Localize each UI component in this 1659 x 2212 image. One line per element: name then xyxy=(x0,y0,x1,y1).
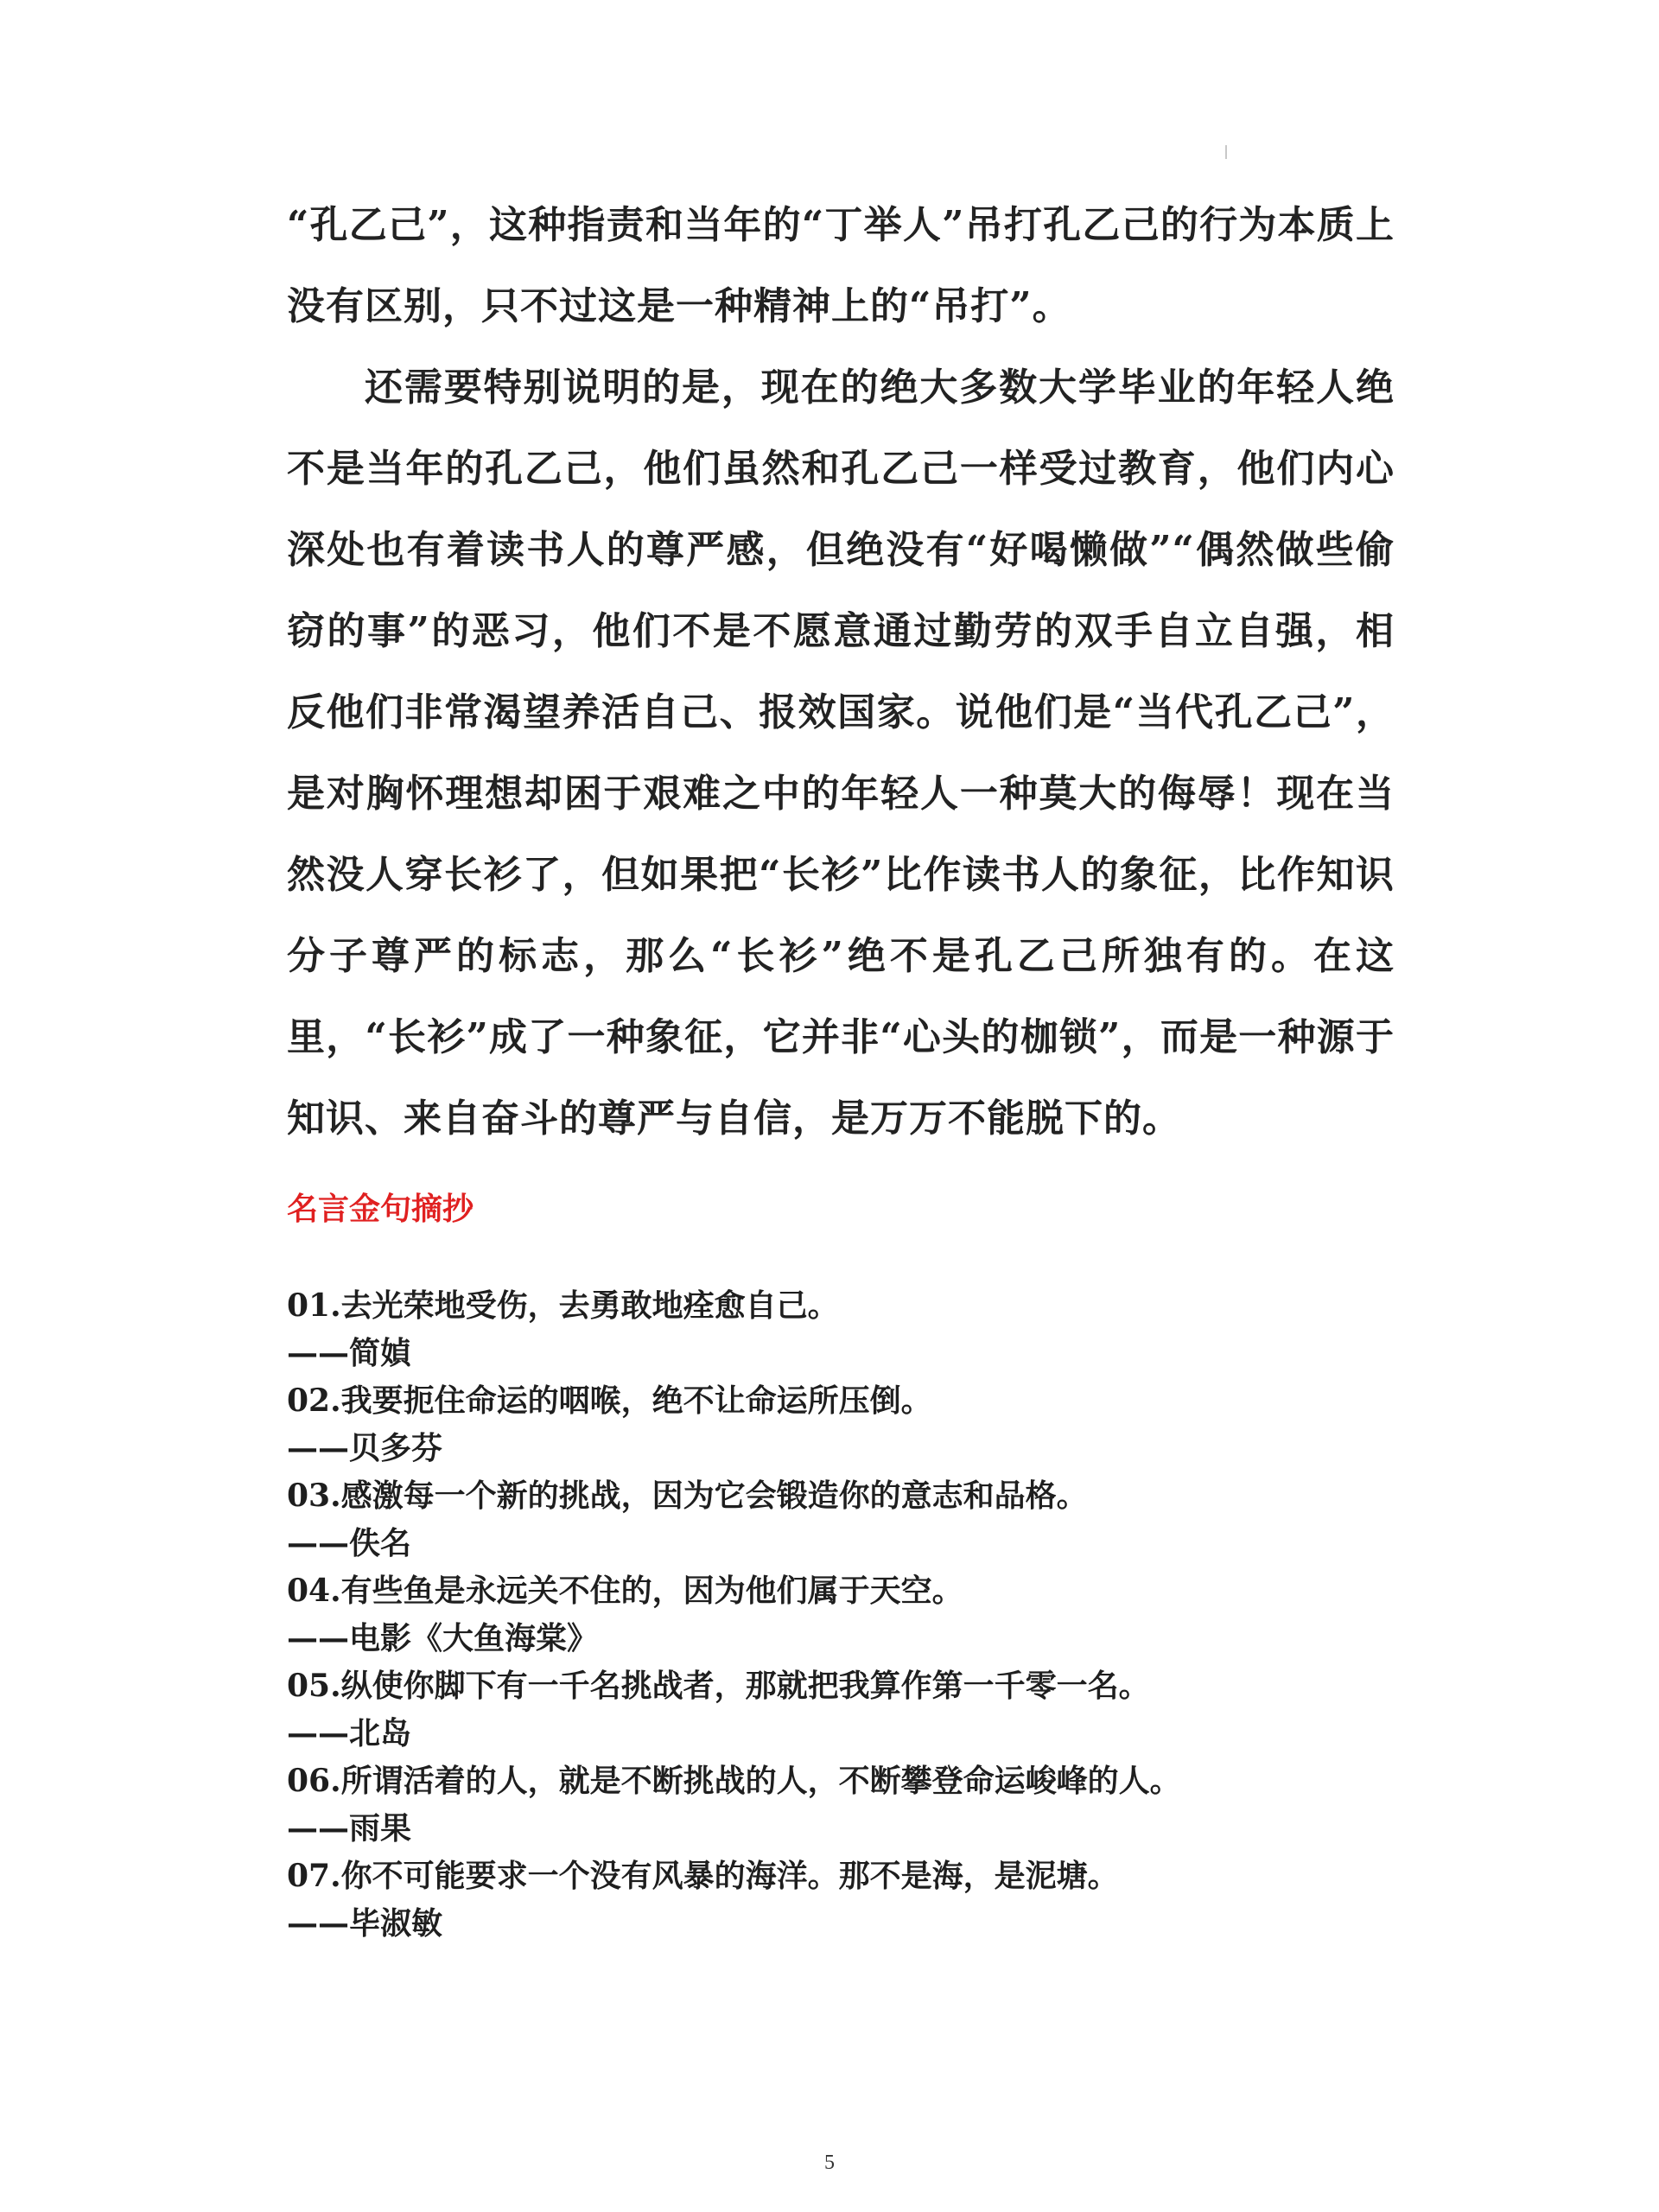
quote-text: 01.去光荣地受伤，去勇敢地痊愈自己。 xyxy=(287,1287,839,1324)
quote-item xyxy=(287,1472,1395,1567)
quote-author: ——佚名 xyxy=(287,1525,412,1561)
quote-item xyxy=(287,1662,1395,1758)
quote-text: 03.感激每一个新的挑战，因为它会锻造你的意志和品格。 xyxy=(287,1478,1088,1514)
essay-paragraph-2: 还需要特别说明的是，现在的绝大多数大学毕业的年轻人绝不是当年的孔乙己，他们虽然和孔乙己一样受过教育，他们内心深处也有着读书人的尊严感，但绝没有“好喝懒做”“偶然做些偷窃的事”的恶习，他们不是不愿意通过勤劳的双手自立自强，相反他们非常渴望养活自己、报效国家。说他们是“当代孔乙己”，是对胸怀理想却困于艰难之中的年轻人一种莫大的侮辱！现在当然没人穿长衫了，但如果把“长衫”比作读书人的象征，比作知识分子尊严的标志，那么“长衫”绝不是孔乙己所独有的。在这里，“长衫”成了一种象征，它并非“心头的枷锁”，而是一种源于知识、来自奋斗的尊严与自信，是万万不能脱下的。 xyxy=(287,365,1395,1141)
quote-list xyxy=(287,1282,1395,1948)
quote-item xyxy=(287,1567,1395,1662)
quote-author: ——简媜 xyxy=(287,1335,412,1371)
quote-author: ——电影《大鱼海棠》 xyxy=(287,1620,599,1656)
quote-text: 07.你不可能要求一个没有风暴的海洋。那不是海，是泥塘。 xyxy=(287,1858,1119,1894)
page-number: 5 xyxy=(824,2152,835,2174)
quote-author: ——贝多芬 xyxy=(287,1430,443,1466)
quote-text: 04.有些鱼是永远关不住的，因为他们属于天空。 xyxy=(287,1573,963,1609)
quote-item xyxy=(287,1282,1395,1377)
essay-paragraph-1: “孔乙己”，这种指责和当年的“丁举人”吊打孔乙己的行为本质上没有区别，只不过这是一种精神上的“吊打”。 xyxy=(287,203,1395,328)
quote-text: 05.纵使你脚下有一千名挑战者，那就把我算作第一千零一名。 xyxy=(287,1668,1150,1704)
section-title: 名言金句摘抄 xyxy=(287,1191,474,1227)
quote-author: ——毕淑敏 xyxy=(287,1905,443,1942)
quote-text: 02.我要扼住命运的咽喉，绝不让命运所压倒。 xyxy=(287,1382,932,1419)
quote-author: ——雨果 xyxy=(287,1810,412,1847)
quote-item xyxy=(287,1758,1395,1853)
quote-item xyxy=(287,1377,1395,1472)
quote-text: 06.所谓活着的人，就是不断挑战的人，不断攀登命运峻峰的人。 xyxy=(287,1763,1181,1799)
quote-author: ——北岛 xyxy=(287,1715,412,1751)
essay-body xyxy=(287,185,1395,1160)
corner-mark xyxy=(1225,145,1227,159)
quote-item xyxy=(287,1853,1395,1948)
